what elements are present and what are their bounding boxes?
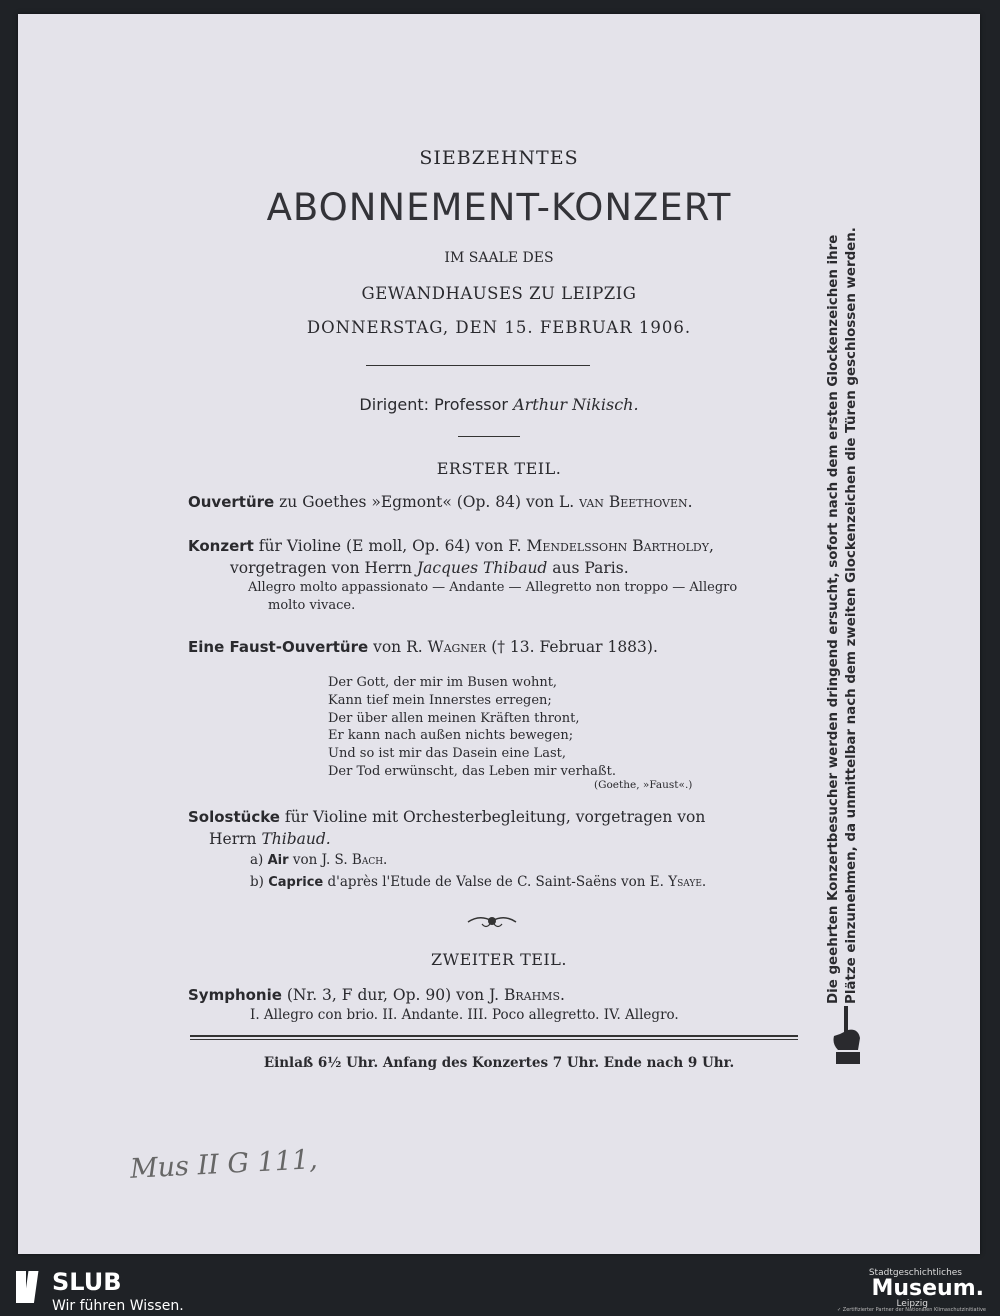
solo-item-b-marker: b)	[250, 874, 264, 890]
concerto-movements-2: molto vivace.	[268, 598, 356, 613]
concert-title: ABONNEMENT-KONZERT	[266, 186, 732, 229]
museum-name[interactable]: Museum.	[871, 1276, 984, 1301]
faust-entry	[188, 636, 798, 658]
ornament-divider	[458, 436, 520, 437]
part-one-heading: ERSTER TEIL.	[436, 459, 562, 478]
slub-logo-icon[interactable]	[14, 1267, 44, 1307]
overture-details: zu Goethes »Egmont« (Op. 84) von L.	[279, 493, 575, 511]
poem-line: Der Tod erwünscht, das Leben mir verhaßt.	[328, 763, 616, 779]
solo-item-b-composer: Ysaye.	[668, 874, 707, 890]
solo-item-b-details: d'après l'Etude de Valse de C. Saint-Saëns von E.	[327, 874, 664, 890]
symphony-title: Symphonie	[188, 986, 282, 1004]
solo-details: für Violine mit Orchesterbegleitung, vorgetragen von	[284, 808, 706, 826]
venue-prefix: IM SAALE DES	[444, 250, 554, 266]
symphony-details: (Nr. 3, F dur, Op. 90) von J.	[286, 986, 500, 1004]
overture-entry	[188, 491, 798, 513]
faust-composer: Wagner	[427, 638, 487, 656]
poem-line: Er kann nach außen nichts bewegen;	[328, 728, 574, 744]
venue: GEWANDHAUSES ZU LEIPZIG	[361, 284, 637, 303]
part-two-heading: ZWEITER TEIL.	[431, 950, 567, 969]
poem	[328, 674, 616, 781]
side-notice-line-1: Die geehrten Konzertbesucher werden dringend ersucht, sofort nach dem ersten Glockenzeichen ihre	[826, 234, 841, 1004]
concerto-performer-suffix: aus Paris.	[552, 559, 629, 577]
poem-line: Kann tief mein Innerstes erregen;	[328, 692, 552, 708]
museum-city: Leipzig	[896, 1299, 928, 1309]
solo-item-a-marker: a)	[250, 852, 264, 868]
program-sheet	[18, 14, 980, 1254]
symphony-entry	[188, 984, 798, 1006]
faust-details: († 13. Februar 1883).	[491, 638, 658, 656]
footer-rule	[190, 1035, 798, 1037]
concerto-movements-1: Allegro molto appassionato — Andante — Allegretto non troppo — Allegro	[248, 580, 738, 595]
museum-partner-note: ✓ Zertifizierter Partner der Nationalen Klimaschutzinitiative	[836, 1307, 986, 1313]
solo-item-a	[250, 852, 387, 868]
ornament-divider	[366, 365, 590, 366]
conductor-label: Dirigent: Professor	[359, 395, 508, 414]
floral-ornament	[466, 912, 518, 930]
overture-composer: van Beethoven.	[579, 493, 693, 511]
handwritten-shelfmark: Mus II G 111,	[129, 1144, 319, 1185]
poem-line: Und so ist mir das Dasein eine Last,	[328, 746, 566, 762]
conductor-name: Arthur Nikisch.	[513, 395, 639, 414]
side-notice-line-2: Plätze einzunehmen, da unmittelbar nach dem zweiten Glockenzeichen die Türen geschlossen werden.	[844, 227, 859, 1004]
concerto-entry	[188, 535, 798, 579]
side-notice	[825, 164, 867, 1004]
poem-line: Der Gott, der mir im Busen wohnt,	[328, 675, 558, 690]
timing-info: Einlaß 6½ Uhr. Anfang des Konzertes 7 Uhr. Ende nach 9 Uhr.	[263, 1055, 735, 1071]
footer-rule	[190, 1039, 798, 1040]
symphony-composer: Brahms.	[503, 986, 565, 1004]
concert-number: SIEBZEHNTES	[419, 147, 579, 169]
concerto-soloist: Jacques Thibaud	[416, 559, 548, 577]
solo-title: Solostücke	[188, 808, 280, 826]
poem-citation: (Goethe, »Faust«.)	[594, 779, 693, 791]
solo-item-a-title: Air	[267, 853, 289, 868]
museum-top-label: Stadtgeschichtliches	[868, 1268, 962, 1278]
concerto-performer-prefix: vorgetragen von Herrn	[230, 559, 412, 577]
solo-item-a-details: von J. S.	[292, 852, 348, 868]
solo-performer-prefix: Herrn	[209, 830, 257, 848]
solo-soloist: Thibaud.	[261, 830, 331, 848]
symphony-movements: I. Allegro con brio. II. Andante. III. Poco allegretto. IV. Allegro.	[250, 1007, 679, 1023]
solo-entry	[188, 806, 798, 850]
slub-name[interactable]: SLUB	[52, 1268, 122, 1296]
overture-title: Ouvertüre	[188, 493, 275, 511]
solo-item-b	[250, 874, 706, 890]
concerto-composer: Mendelssohn Bartholdy,	[526, 537, 714, 555]
solo-item-a-composer: Bach.	[351, 852, 388, 868]
solo-item-b-title: Caprice	[268, 875, 324, 890]
concerto-details: für Violine (E moll, Op. 64) von F.	[258, 537, 522, 555]
concerto-title: Konzert	[188, 537, 254, 555]
concert-date: DONNERSTAG, DEN 15. FEBRUAR 1906.	[306, 318, 692, 337]
slub-tagline: Wir führen Wissen.	[52, 1298, 184, 1314]
faust-prefix: von R.	[373, 638, 423, 656]
faust-title: Eine Faust-Ouvertüre	[188, 638, 369, 656]
pointing-hand-icon	[828, 1004, 862, 1066]
poem-line: Der über allen meinen Kräften thront,	[328, 710, 580, 726]
